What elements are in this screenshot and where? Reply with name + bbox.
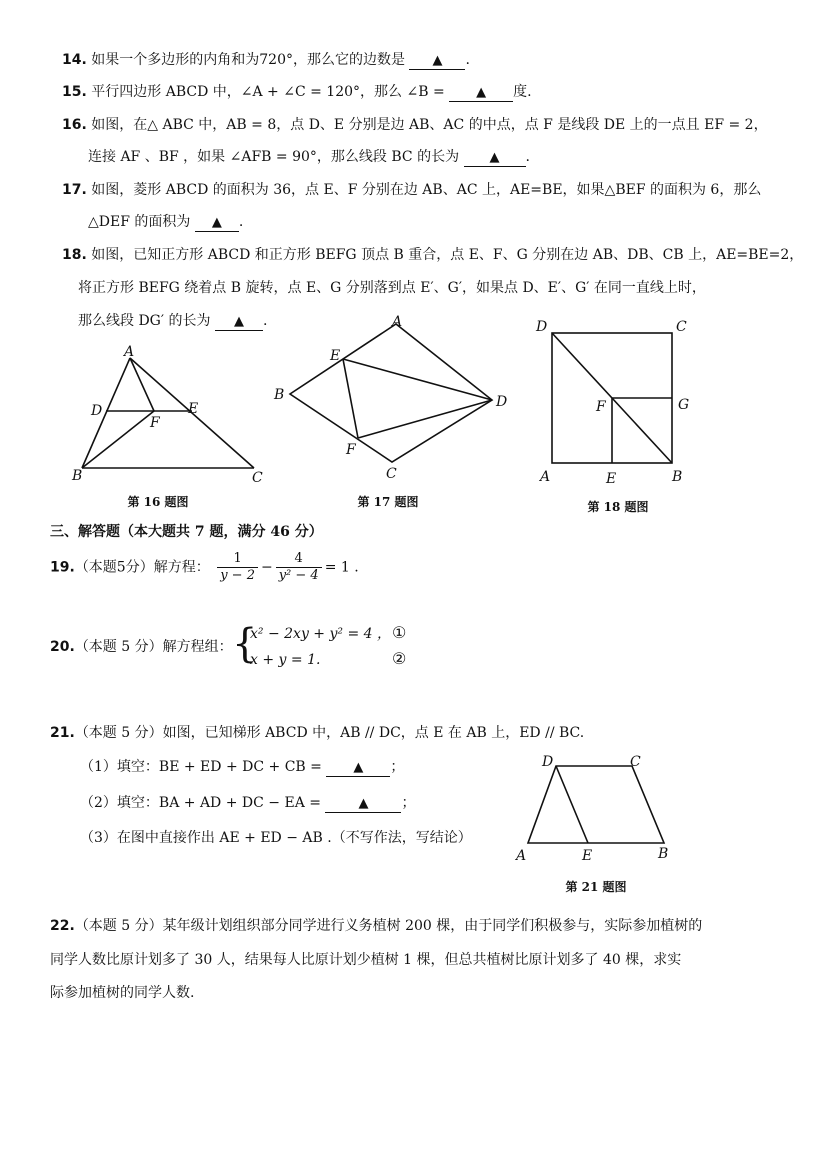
answer-blank[interactable] (409, 52, 465, 70)
label-A: A (392, 314, 403, 330)
fraction-numerator: 4 (276, 551, 322, 568)
answer-blank[interactable] (326, 759, 390, 777)
segment-BF (82, 411, 154, 468)
equation-rhs: = 1 . (324, 559, 359, 576)
rhombus-ABCD (290, 324, 492, 462)
question-score: （本题 5 分） (74, 725, 163, 741)
question-21 (50, 723, 584, 743)
question-number: 20. (50, 639, 75, 655)
question-18-line2 (78, 278, 706, 298)
question-score: （本题5分） (74, 559, 154, 576)
vector-expression: BE + ED + DC + CB = (158, 759, 322, 775)
question-number: 21. (50, 725, 75, 741)
question-end: . (525, 149, 530, 165)
part-label: （2）填空： (80, 795, 159, 811)
figure-21-caption: 第 21 题图 (565, 880, 627, 894)
question-text: 将正方形 BEFG 绕着点 B 旋转，点 E、G 分别落到点 E′、G′，如果点 D、E′、G′ 在同一直线上时， (78, 280, 706, 296)
label-F: F (596, 399, 606, 415)
label-C: C (386, 466, 397, 482)
question-text: 连接 AF 、BF ，如果 ∠AFB = 90°，那么线段 BC 的长为 (88, 149, 460, 165)
fraction-denominator: y² − 4 (278, 568, 319, 583)
figure-17 (268, 310, 518, 485)
fraction-2 (276, 551, 322, 584)
label-C: C (630, 754, 641, 770)
label-E: E (606, 471, 617, 487)
answer-blank[interactable] (215, 313, 263, 331)
question-text: 如图，已知正方形 ABCD 和正方形 BEFG 顶点 B 重合，点 E、F、G 分别在边 AB、DB、CB 上，AE=BE=2， (91, 247, 804, 263)
fraction-1 (217, 551, 258, 584)
figure-16 (68, 340, 268, 490)
figure-18-caption: 第 18 题图 (587, 500, 649, 514)
answer-blank[interactable] (195, 214, 239, 232)
segment-ED (556, 766, 588, 843)
segment-AB (82, 358, 130, 468)
segment-AF (130, 358, 154, 411)
question-15 (62, 82, 532, 102)
question-text: 某年级计划组织部分同学进行义务植树 200 棵，由于同学们积极参与，实际参加植树的 (162, 918, 703, 934)
figure-21 (508, 748, 678, 868)
answer-blank[interactable] (325, 795, 401, 813)
fraction-numerator: 1 (217, 551, 258, 568)
label-F: F (150, 415, 160, 431)
question-16-line1 (62, 115, 768, 135)
question-16-line2 (88, 147, 530, 167)
segment-EF (343, 359, 358, 438)
question-number: 17. (62, 182, 87, 198)
label-C: C (252, 470, 263, 486)
answer-blank[interactable] (449, 84, 513, 102)
part-end: ； (390, 759, 405, 775)
label-G: G (678, 397, 690, 413)
question-22-line2: 同学人数比原计划多了 30 人，结果每人比原计划少植树 1 棵，但总共植树比原计划多了 40 棵，求实 (50, 952, 682, 968)
question-17-line2 (88, 212, 243, 232)
label-B: B (274, 387, 285, 403)
triangle-marker: ▲ (211, 215, 222, 230)
question-21-part3: （3）在图中直接作出 AE + ED − AB .（不写作法，写结论） (80, 830, 472, 846)
question-number: 19. (50, 559, 75, 576)
figure-18 (530, 315, 710, 490)
question-end: 度. (513, 84, 532, 100)
section-heading: 三、解答题（本大题共 7 题，满分 46 分） (50, 524, 323, 540)
system-brace: { (232, 621, 258, 667)
question-number: 22. (50, 918, 75, 934)
label-C: C (676, 319, 687, 335)
triangle-marker: ▲ (476, 85, 487, 100)
question-21-part2 (80, 793, 415, 813)
answer-blank[interactable] (464, 149, 526, 167)
label-D: D (496, 394, 508, 410)
question-text: 如图，菱形 ABCD 的面积为 36，点 E、F 分别在边 AB、AC 上，AE=BE，如果△BEF 的面积为 6，那么 (91, 182, 762, 198)
question-17-line1 (62, 180, 761, 200)
segment-ED (343, 359, 492, 400)
question-14 (62, 50, 470, 70)
label-A: A (516, 848, 527, 864)
question-score: （本题 5 分） (74, 918, 163, 934)
vector-expression: BA + AD + DC − EA = (158, 795, 321, 811)
label-D: D (91, 403, 103, 419)
equation-2: x + y = 1. (250, 652, 321, 668)
question-20 (50, 637, 233, 657)
figure-16-caption: 第 16 题图 (127, 495, 189, 509)
question-text: 如图，在△ ABC 中，AB = 8，点 D、E 分别是边 AB、AC 的中点，点 F 是线段 DE 上的一点且 EF = 2， (91, 117, 768, 133)
question-text: 解方程组： (162, 639, 233, 655)
label-B: B (658, 846, 669, 862)
question-18-line3 (78, 311, 267, 331)
question-number: 18. (62, 247, 87, 263)
question-number: 14. (62, 52, 87, 68)
question-19 (50, 551, 359, 584)
question-21-part1 (80, 757, 404, 777)
question-end: . (465, 52, 470, 68)
figure-17-caption: 第 17 题图 (357, 495, 419, 509)
question-end: . (262, 313, 268, 329)
triangle-marker: ▲ (353, 760, 364, 775)
label-D: D (536, 319, 548, 335)
equation-1: x² − 2xy + y² = 4 ， (250, 626, 391, 642)
marker-1: ① (392, 623, 407, 642)
question-text: 平行四边形 ABCD 中，∠A + ∠C = 120°，那么 ∠B = (91, 84, 445, 100)
label-B: B (72, 468, 83, 484)
label-A: A (540, 469, 551, 485)
question-text: △DEF 的面积为 (88, 214, 191, 230)
triangle-marker: ▲ (358, 796, 369, 811)
triangle-marker: ▲ (233, 314, 244, 329)
question-end: . (238, 214, 244, 230)
segment-FD (358, 400, 492, 438)
triangle-marker: ▲ (489, 150, 500, 165)
label-E: E (582, 848, 593, 864)
label-A: A (124, 344, 135, 360)
question-text: 如果一个多边形的内角和为720°，那么它的边数是 (91, 52, 405, 68)
question-score: （本题 5 分） (74, 639, 163, 655)
question-text: 解方程： (153, 559, 210, 576)
label-B: B (672, 469, 683, 485)
question-18-line1 (62, 245, 803, 265)
trapezoid-ABCD (528, 766, 664, 843)
label-E: E (188, 401, 199, 417)
question-text: 如图，已知梯形 ABCD 中，AB // DC，点 E 在 AB 上，ED // BC. (162, 725, 585, 741)
triangle-marker: ▲ (432, 53, 443, 68)
fraction-denominator: y − 2 (220, 568, 255, 583)
label-F: F (346, 442, 356, 458)
label-D: D (542, 754, 554, 770)
minus-sign: − (260, 559, 273, 576)
marker-2: ② (392, 649, 407, 668)
question-number: 15. (62, 84, 87, 100)
question-text: 那么线段 DG′ 的长为 (78, 313, 211, 329)
part-end: ； (401, 795, 416, 811)
part-label: （1）填空： (80, 759, 159, 775)
question-22-line3: 际参加植树的同学人数. (50, 985, 195, 1001)
question-number: 16. (62, 117, 87, 133)
question-22-line1 (50, 916, 702, 936)
label-E: E (330, 348, 341, 364)
